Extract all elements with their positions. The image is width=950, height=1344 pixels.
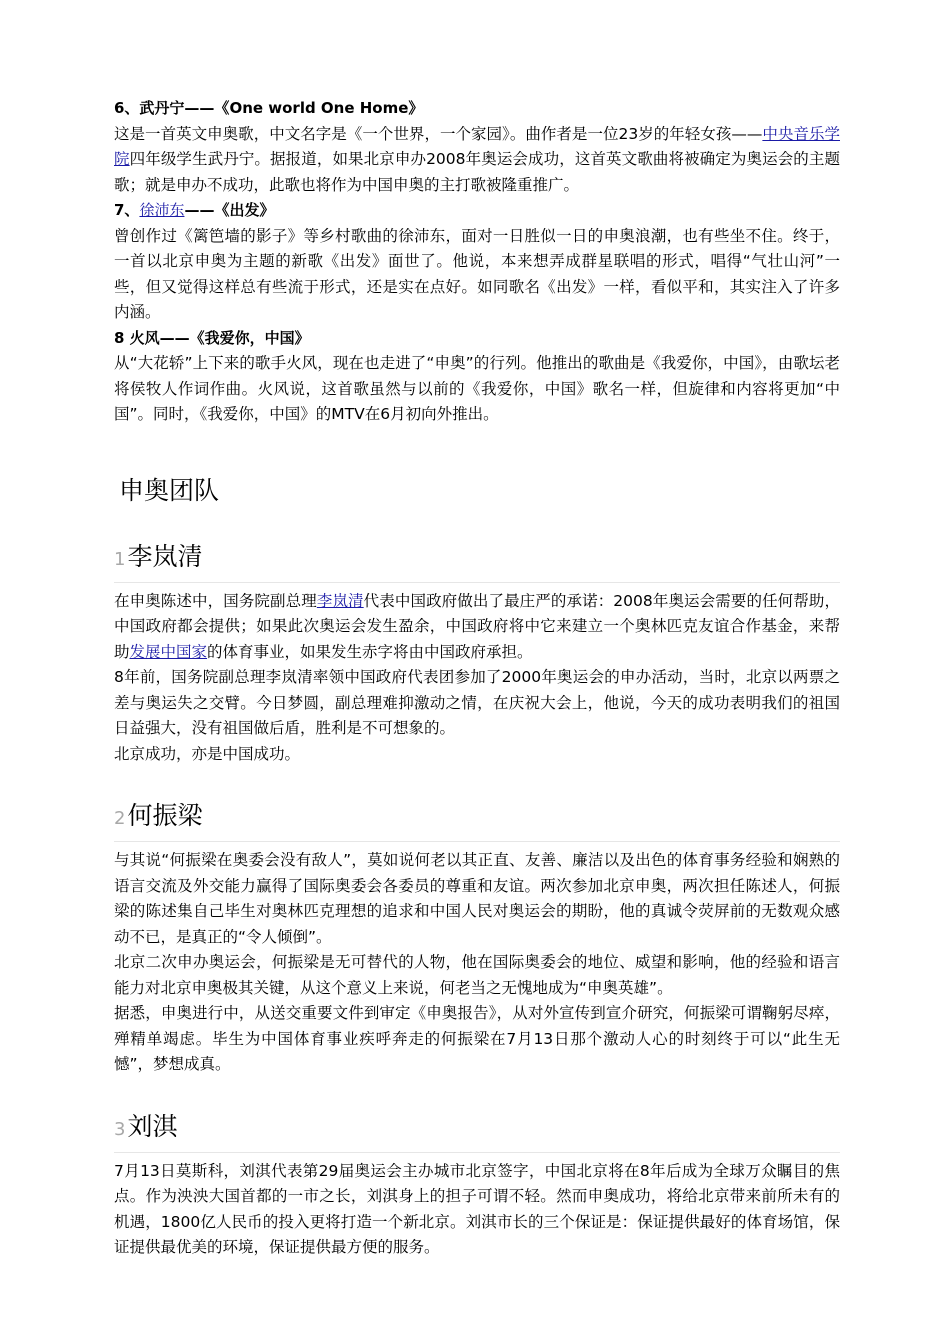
document-page xyxy=(114,96,840,1261)
person-2-paragraph-3: 据悉，申奥进行中，从送交重要文件到审定《申奥报告》，从对外宣传到宣介研究，何振梁可谓鞠躬尽瘁，殚精单竭虑。毕生为中国体育事业疾呼奔走的何振梁在7月13日那个激动人心的时刻终于可以“此生无憾”，梦想成真。 xyxy=(114,1004,840,1073)
song-6-body xyxy=(114,122,840,199)
song-6-heading: 6、武丹宁——《One world One Home》 xyxy=(114,99,424,117)
song-8-heading: 8 火风——《我爱你，中国》 xyxy=(114,328,310,347)
person-1-heading xyxy=(114,540,840,583)
developing-countries-link[interactable]: 发展中国家 xyxy=(129,642,208,661)
person-1-name: 李岚清 xyxy=(127,541,203,571)
person-2-heading xyxy=(114,799,840,842)
person-3-heading xyxy=(114,1110,840,1153)
person-2-paragraph-1: 与其说“何振梁在奥委会没有敌人”，莫如说何老以其正直、友善、廉洁以及出色的体育事务经验和娴熟的语言交流及外交能力赢得了国际奥委会各委员的尊重和友谊。两次参加北京申奥，两次担任陈述人，何振梁的陈述集自己毕生对奥林匹克理想的追求和中国人民对奥运会的期盼，他的真诚令荧屏前的无数观众感动不已，是真正的“令人倾倒”。 xyxy=(114,851,840,946)
person-1-p1-text-2: 代表中国政府做出了最庄严的承诺：2008年奥运会需要的任何帮助，中国政府都会提供；如果此次奥运会发生盈余，中国政府将中它来建立一个奥林匹克友谊合作基金，来帮助 xyxy=(114,591,840,661)
person-1-p1-text-3: 的体育事业，如果发生赤字将由中国政府承担。 xyxy=(207,642,533,661)
song-7-body: 曾创作过《篱笆墙的影子》等乡村歌曲的徐沛东，面对一日胜似一日的申奥浪潮，也有些坐不住。终于，一首以北京申奥为主题的新歌《出发》面世了。他说，本来想弄成群星联唱的形式，唱得“气壮山河”一些，但又觉得这样总有些流于形式，还是实在点好。如同歌名《出发》一样，看似平和，其实注入了许多内涵。 xyxy=(114,226,840,321)
song-6-body-text: 这是一首英文申奥歌，中文名字是《一个世界，一个家园》。曲作者是一位23岁的年轻女孩—— xyxy=(114,124,763,143)
person-2-number: 2 xyxy=(114,808,126,829)
person-3-name: 刘淇 xyxy=(127,1111,178,1141)
song-8-body: 从“大花轿”上下来的歌手火风，现在也走进了“申奥”的行列。他推出的歌曲是《我爱你，中国》，由歌坛老将侯牧人作词作曲。火风说，这首歌虽然与以前的《我爱你，中国》歌名一样，但旋律和内容将更加“中国”。同时，《我爱你，中国》的MTV在6月初向外推出。 xyxy=(114,354,840,423)
person-1-number: 1 xyxy=(114,548,126,570)
song-6-body-text-2: 四年级学生武丹宁。据报道，如果北京申办2008年奥运会成功，这首英文歌曲将被确定为奥运会的主题歌；就是申办不成功，此歌也将作为中国申奥的主打歌被隆重推广。 xyxy=(114,150,840,194)
person-1-paragraph-3: 北京成功，亦是中国成功。 xyxy=(114,744,301,763)
section-title: 申奥团队 xyxy=(119,475,220,505)
person-1-paragraph-1 xyxy=(114,589,840,666)
person-1-p1-text: 在申奥陈述中，国务院副总理 xyxy=(114,591,317,610)
li-lanqing-link[interactable]: 李岚清 xyxy=(316,591,364,610)
person-2-paragraph-2: 北京二次申办奥运会，何振梁是无可替代的人物，他在国际奥委会的地位、威望和影响，他的经验和语言能力对北京申奥极其关键，从这个意义上来说，何老当之无愧地成为“申奥英雄”。 xyxy=(114,953,840,997)
song-7-heading-num: 7、 xyxy=(114,201,140,219)
person-3-number: 3 xyxy=(114,1118,126,1140)
person-1-paragraph-2: 8年前，国务院副总理李岚清率领中国政府代表团参加了2000年奥运会的申办活动，当时，北京以两票之差与奥运失之交臂。今日梦圆，副总理难抑激动之情，在庆祝大会上，他说，今天的成功表明我们的祖国日益强大，没有祖国做后盾，胜利是不可想象的。 xyxy=(114,668,840,737)
person-2-name: 何振梁 xyxy=(127,801,203,830)
song-7-heading-title: ——《出发》 xyxy=(184,201,275,219)
xu-peidong-link[interactable]: 徐沛东 xyxy=(139,201,185,219)
song-7-heading xyxy=(114,198,840,224)
person-3-paragraph-1: 7月13日莫斯科，刘淇代表第29届奥运会主办城市北京签字，中国北京将在8年后成为全球万众瞩目的焦点。作为泱泱大国首都的一市之长，刘淇身上的担子可谓不轻。然而申奥成功，将给北京带来前所未有的机遇，1800亿人民币的投入更将打造一个新北京。刘淇市长的三个保证是：保证提供最好的体育场馆，保证提供最优美的环境，保证提供最方便的服务。 xyxy=(114,1161,840,1256)
central-conservatory-link[interactable]: 中央音乐学院 xyxy=(114,124,840,168)
